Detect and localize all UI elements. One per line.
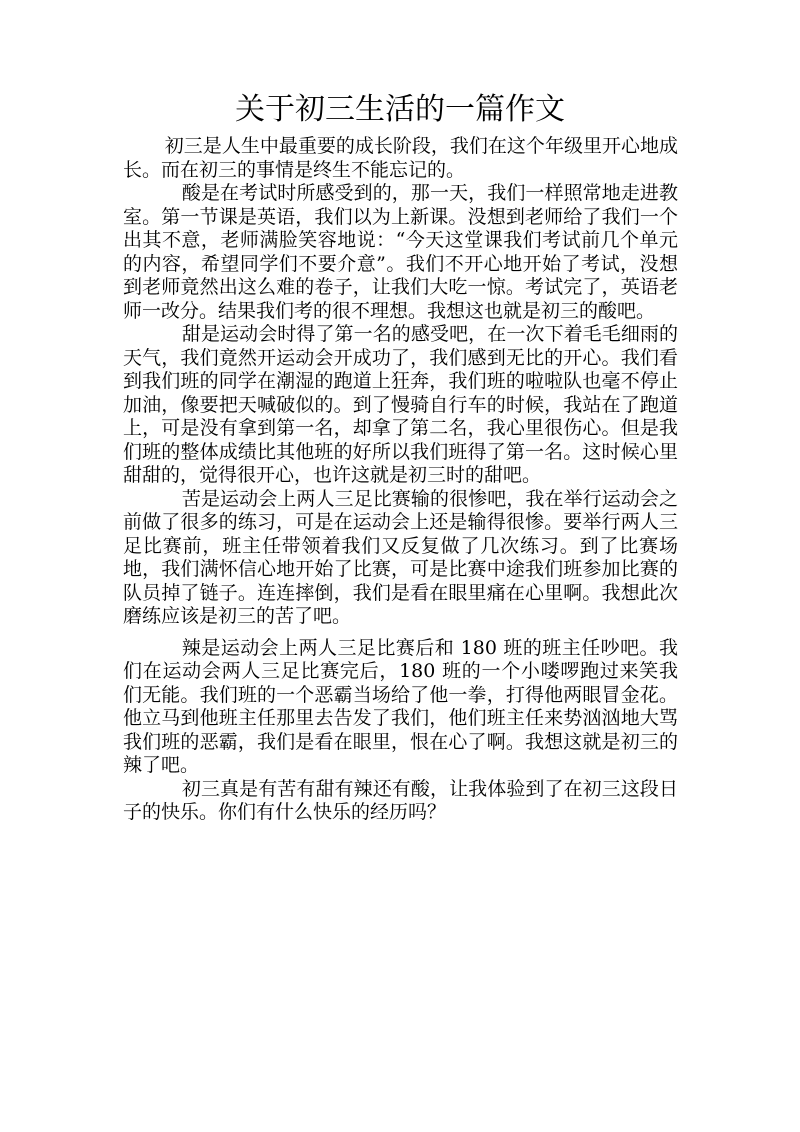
paragraph-bitter: 苦是运动会上两人三足比赛输的很惨吧，我在举行运动会之前做了很多的练习，可是在运动会上还是输得很惨。要举行两人三足比赛前，班主任带领着我们又反复做了几次练习。到了比赛场地，我们满怀信心地开始了比赛，可是比赛中途我们班参加比赛的队员掉了链子。连连摔倒，我们是看在眼里痛在心里啊。我想此次磨练应该是初三的苦了吧。: [123, 487, 678, 627]
document-body: [123, 135, 678, 825]
paragraph-intro: 初三是人生中最重要的成长阶段，我们在这个年级里开心地成长。而在初三的事情是终生不能忘记的。: [123, 135, 678, 181]
paragraph-sweet: 甜是运动会时得了第一名的感受吧，在一次下着毛毛细雨的天气，我们竟然开运动会开成功了，我们感到无比的开心。我们看到我们班的同学在潮湿的跑道上狂奔，我们班的啦啦队也毫不停止加油，像要把天喊破似的。到了慢骑自行车的时候，我站在了跑道上，可是没有拿到第一名，却拿了第二名，我心里很伤心。但是我们班的整体成绩比其他班的好所以我们班得了第一名。这时候心里甜甜的，觉得很开心，也许这就是初三时的甜吧。: [123, 323, 678, 486]
paragraph-spicy: 辣是运动会上两人三足比赛后和 180 班的班主任吵吧。我们在运动会两人三足比赛完后，180 班的一个小喽啰跑过来笑我们无能。我们班的一个恶霸当场给了他一拳，打得他两眼冒金花。他立马到他班主任那里去告发了我们，他们班主任来势汹汹地大骂我们班的恶霸，我们是看在眼里，恨在心了啊。我想这就是初三的辣了吧。: [123, 636, 678, 776]
paragraph-sour: 酸是在考试时所感受到的，那一天，我们一样照常地走进教室。第一节课是英语，我们以为上新课。没想到老师给了我们一个出其不意，老师满脸笑容地说：“今天这堂课我们考试前几个单元的内容，希望同学们不要介意”。我们不开心地开始了考试，没想到老师竟然出这么难的卷子，让我们大吃一惊。考试完了，英语老师一改分。结果我们考的很不理想。我想这也就是初三的酸吧。: [123, 182, 678, 322]
document-title: 关于初三生活的一篇作文: [235, 92, 565, 127]
paragraph-conclusion: 初三真是有苦有甜有辣还有酸，让我体验到了在初三这段日子的快乐。你们有什么快乐的经历吗？: [123, 777, 678, 823]
